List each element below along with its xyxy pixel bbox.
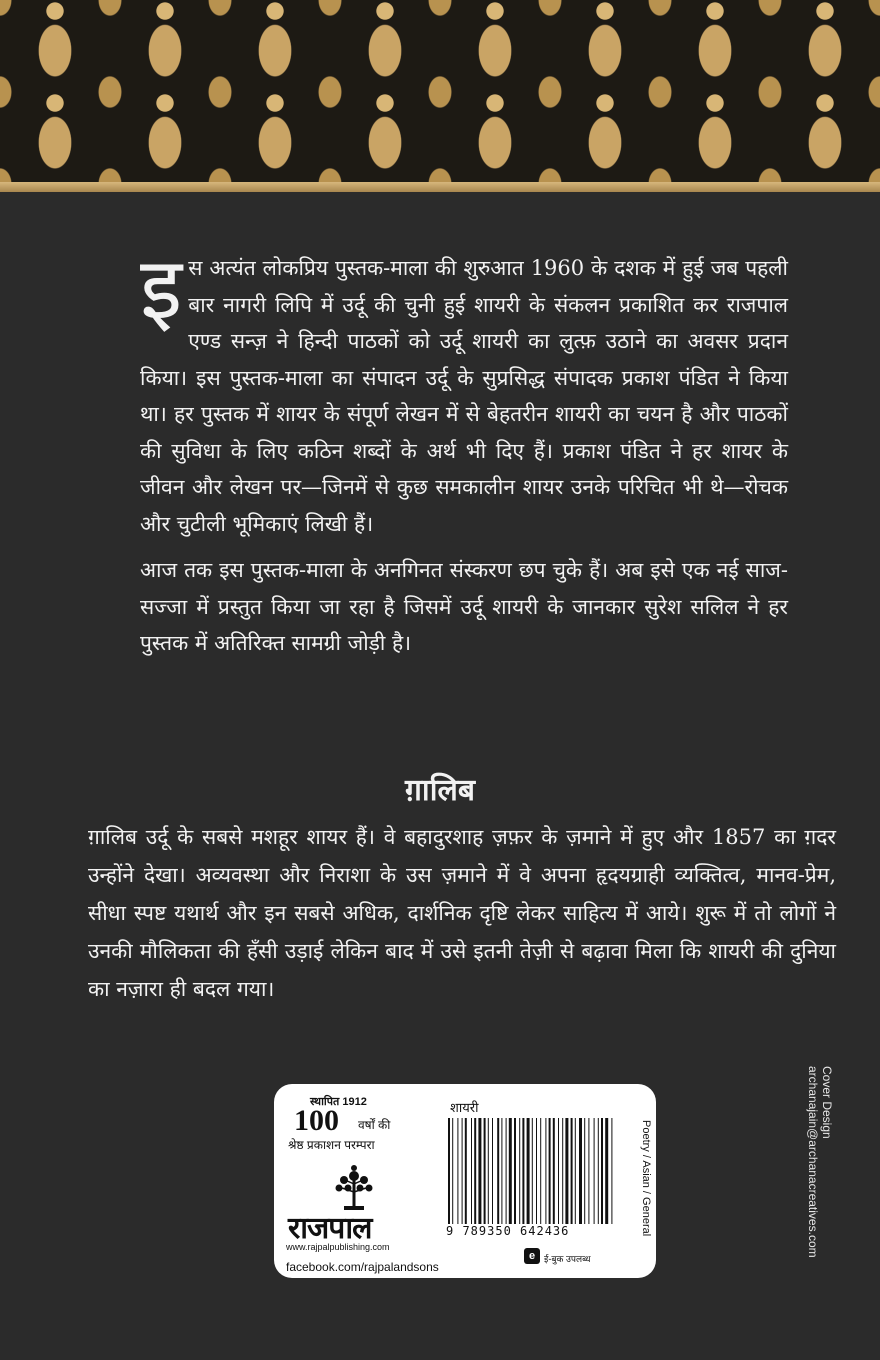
barcode-bar [519,1118,520,1224]
barcode-bar [605,1118,608,1224]
barcode-bar [506,1118,507,1224]
barcode-bar [575,1118,576,1224]
barcode-bar [488,1118,489,1224]
barcode-bar [514,1118,516,1224]
dropcap: इ [140,239,183,339]
barcode-bar [527,1118,530,1224]
barcode-bar [562,1118,563,1224]
genre-vertical [640,1120,654,1270]
ebook-icon: e [524,1248,540,1264]
barcode-bar [448,1118,450,1224]
intro-text [140,239,788,672]
barcode-bar [462,1118,463,1224]
barcode-bar [588,1118,589,1224]
intro-paragraph-1 [140,239,788,542]
barcode-bar [501,1118,502,1224]
category-label: शायरी [450,1100,479,1115]
barcode-bar [484,1118,486,1224]
barcode-bar [522,1118,524,1224]
ebook-label: ई-बुक उपलब्ध [544,1254,591,1264]
credit-email: archanajain@archanacreatives.com [806,1066,820,1258]
barcode-bar [492,1118,493,1224]
publisher-logo: राजपाल [288,1212,372,1245]
publisher-facebook: facebook.com/rajpalandsons [286,1260,439,1274]
credit-label: Cover Design [820,1066,834,1139]
intro-paragraph-2: आज तक इस पुस्तक-माला के अनगिनत संस्करण छप चुके हैं। अब इसे एक नई साज-सज्जा में प्रस्तुत किया जा रहा है जिसमें उर्दू शायरी के जानकार सुरेश सलिल ने हर पुस्तक में अतिरिक्त सामग्री जोड़ी है। [140,558,788,655]
barcode-bar [497,1118,499,1224]
barcode-bar [601,1118,603,1224]
section-body: ग़ालिब उर्दू के सबसे मशहूर शायर हैं। वे बहादुरशाह ज़फ़र के ज़माने में हुए और 1857 का ग़दर उन्होंने देखा। अव्यवस्था और निराशा के उस ज़माने में वे अपना हृदयग्राही व्यक्तित्व, मानव-प्रेम, सीधा स्पष्ट यथार्थ और इन सबसे अधिक, दार्शनिक दृष्टि लेकर साहित्य में आये। शुरू में तो लोगों ने उनकी मौलिकता की हँसी उड़ाई लेकिन बाद में उसे इतनी तेज़ी से बढ़ावा मिला कि शायरी की दुनिया का नज़ारा ही बदल गया। [88,825,836,1001]
barcode-bar [594,1118,595,1224]
barcode-bar [457,1118,458,1224]
barcode-bar [558,1118,559,1224]
barcode-bar [474,1118,476,1224]
barcode-bar [540,1118,541,1224]
barcode-bar [598,1118,599,1224]
established-text: स्थापित 1912 [310,1096,367,1108]
barcode-bar [571,1118,573,1224]
barcode-bar [584,1118,585,1224]
intro-paragraph-1-text: स अत्यंत लोकप्रिय पुस्तक-माला की शुरुआत 1960 के दशक में हुई जब पहली बार नागरी लिपि में उर्दू की चुनी हुई शायरी के संकलन प्रकाशित कर राजपाल एण्ड सन्ज़ ने हिन्दी पाठकों को उर्दू शायरी का लुत्फ़ उठाने का अवसर प्रदान किया। इस पुस्तक-माला का संपादन उर्दू के सुप्रसिद्ध संपादक प्रकाश पंडित ने किया था। हर पुस्तक में शायर के संपूर्ण लेखन में से बेहतरीन शायरी का चयन है और पाठकों की सुविधा के लिए कठिन शब्दों के अर्थ भी दिए हैं। प्रकाश पंडित ने हर शायर के जीवन और लेखन पर—जिनमें से कुछ समकालीन शायर उनके परिचित भी थे—रोचक और चुटीली भूमिकाएं लिखी हैं। [140,256,788,536]
publisher-barcode-panel [274,1084,656,1278]
section-title: ग़ालिब [405,773,475,808]
publisher-website: www.rajpalpublishing.com [286,1242,390,1252]
barcode-bar [471,1118,472,1224]
barcode-bar [452,1118,453,1224]
barcode-bar [509,1118,512,1224]
barcode-bar [478,1118,481,1224]
barcode-bar [465,1118,467,1224]
cover-design-credit [806,1066,836,1296]
barcode-bar [536,1118,537,1224]
barcode-bar [545,1118,546,1224]
barcode-bar [611,1118,612,1224]
barcode-bar [532,1118,533,1224]
hundred-years-number: 100 [294,1104,339,1137]
isbn-number: 9 789350 642436 [446,1224,570,1238]
pattern-border [0,182,880,192]
barcode [446,1118,616,1224]
damask-pattern-banner [0,0,880,182]
barcode-bar [579,1118,582,1224]
barcode-bar [549,1118,551,1224]
barcode-bar [553,1118,555,1224]
years-text: वर्षों की [358,1118,391,1132]
barcode-bar [565,1118,568,1224]
genre-text: Poetry / Asian / General [640,1120,652,1237]
tradition-text: श्रेष्ठ प्रकाशन परम्परा [288,1138,375,1152]
